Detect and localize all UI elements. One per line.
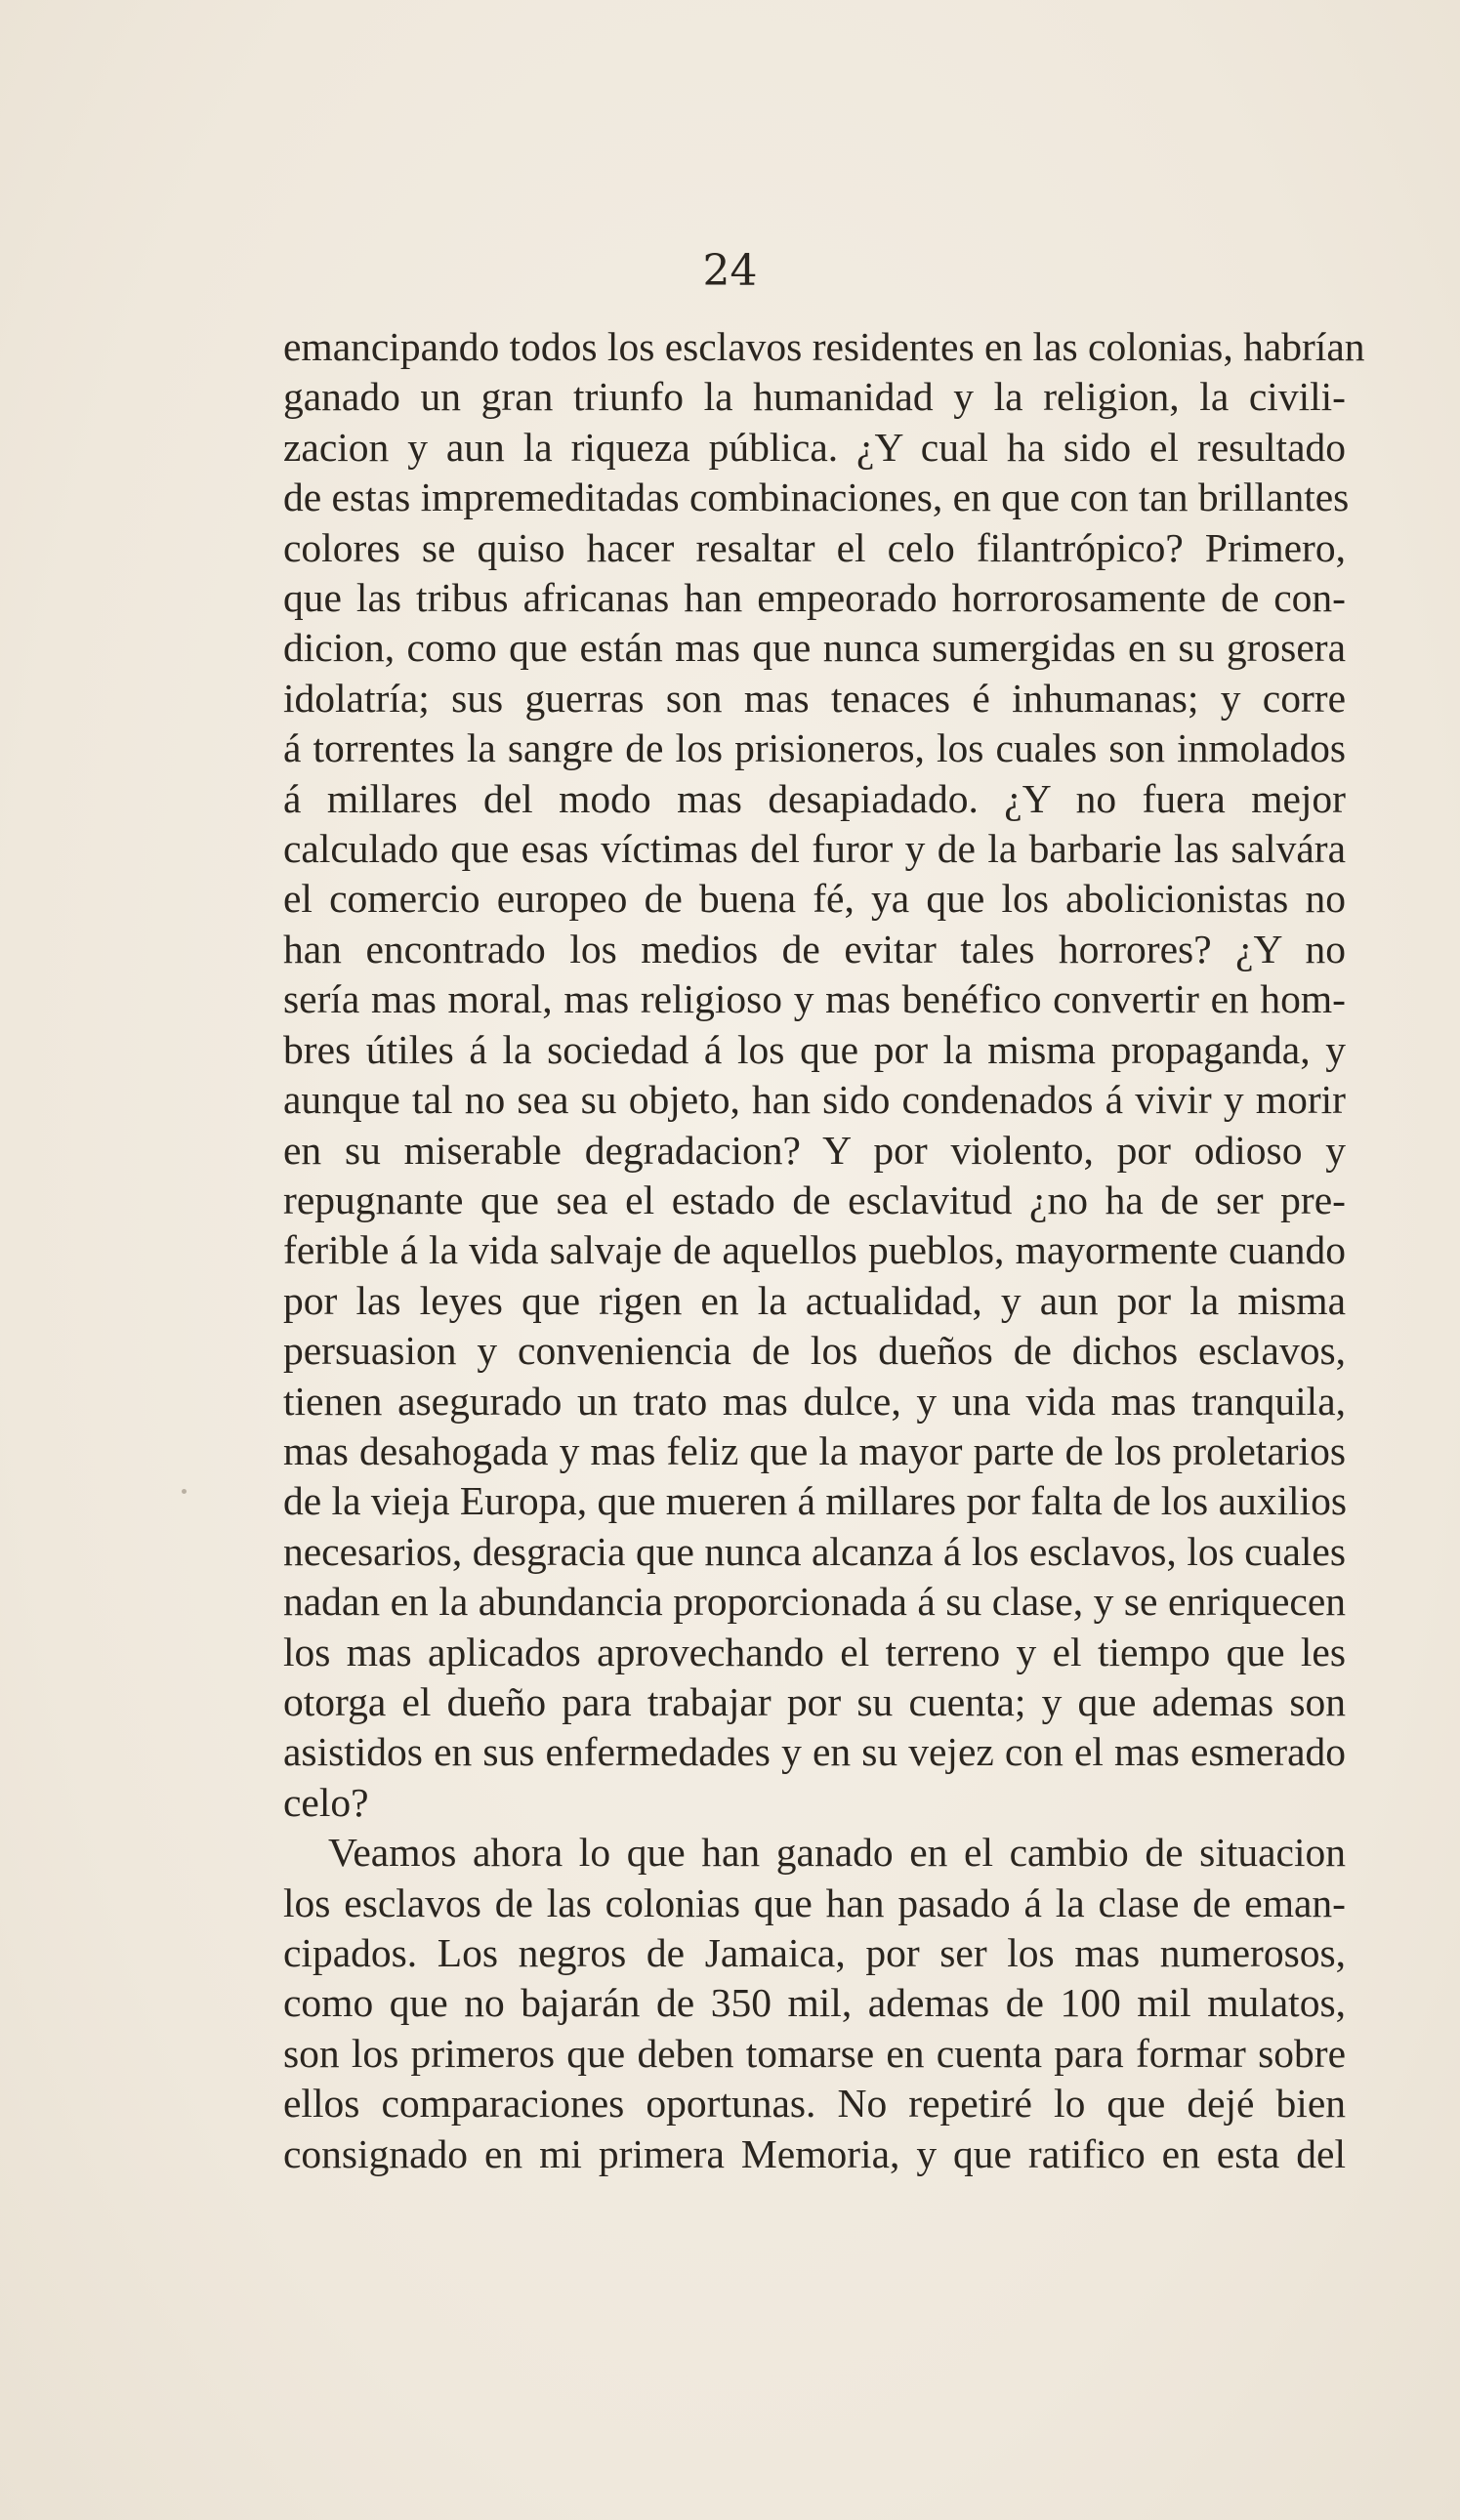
text-line: los esclavos de las colonias que han pasado á la clase de eman- — [283, 1880, 1346, 1925]
text-line: bres útiles á la sociedad á los que por la misma propaganda, y — [283, 1026, 1346, 1072]
text-line: calculado que esas víctimas del furor y de la barbarie las salvára — [283, 826, 1346, 872]
text-line: Veamos ahora lo que han ganado en el cambio de situacion — [328, 1830, 1346, 1876]
text-line: mas desahogada y mas feliz que la mayor parte de los proletarios — [283, 1427, 1346, 1473]
text-line: por las leyes que rigen en la actualidad, y aun por la misma — [283, 1277, 1346, 1323]
text-line: zacion y aun la riqueza pública. ¿Y cual ha sido el resultado — [283, 424, 1346, 470]
text-line: emancipando todos los esclavos residentes en las colonias, habrían — [283, 324, 1365, 369]
text-line: cipados. Los negros de Jamaica, por ser los mas numerosos, — [283, 1930, 1346, 1975]
text-line: persuasion y conveniencia de los dueños de dichos esclavos, — [283, 1328, 1346, 1374]
text-line: aunque tal no sea su objeto, han sido condenados á vivir y morir — [283, 1077, 1346, 1123]
page-number: 24 — [702, 246, 758, 296]
text-line: han encontrado los medios de evitar tales horrores? ¿Y no — [283, 926, 1346, 971]
text-line: idolatría; sus guerras son mas tenaces é inhumanas; y corre — [283, 675, 1346, 721]
text-line: los mas aplicados aprovechando el terreno y el tiempo que les — [283, 1629, 1346, 1674]
text-line: que las tribus africanas han empeorado horrorosamente de con- — [283, 575, 1346, 621]
text-line: de la vieja Europa, que mueren á millares por falta de los auxilios — [283, 1478, 1347, 1524]
text-line: asistidos en sus enfermedades y en su vejez con el mas esmerado — [283, 1729, 1346, 1775]
text-line: el comercio europeo de buena fé, ya que los abolicionistas no — [283, 876, 1346, 922]
text-line: colores se quiso hacer resaltar el celo filantrópico? Primero, — [283, 524, 1346, 570]
text-line: son los primeros que deben tomarse en cuenta para formar sobre — [283, 2030, 1346, 2076]
paper-speck — [182, 1489, 187, 1494]
text-line: dicion, como que están mas que nunca sumergidas en su grosera — [283, 625, 1346, 671]
text-line: sería mas moral, mas religioso y mas benéfico convertir en hom- — [283, 976, 1346, 1022]
text-line: ganado un gran triunfo la humanidad y la religion, la civili- — [283, 374, 1346, 420]
text-line: á millares del modo mas desapiadado. ¿Y no fuera mejor — [283, 775, 1346, 821]
text-line: consignado en mi primera Memoria, y que ratifico en esta del — [283, 2130, 1346, 2176]
text-line: á torrentes la sangre de los prisioneros, los cuales son inmolados — [283, 725, 1346, 771]
text-line: celo? — [283, 1779, 369, 1825]
text-line: otorga el dueño para trabajar por su cuenta; y que ademas son — [283, 1678, 1346, 1724]
text-line: en su miserable degradacion? Y por violento, por odioso y — [283, 1127, 1346, 1173]
text-line: ellos comparaciones oportunas. No repetiré lo que dejé bien — [283, 2081, 1346, 2127]
text-line: necesarios, desgracia que nunca alcanza á los esclavos, los cuales — [283, 1528, 1346, 1574]
text-line: como que no bajarán de 350 mil, ademas de 100 mil mulatos, — [283, 1980, 1346, 2026]
text-line: ferible á la vida salvaje de aquellos pueblos, mayormente cuando — [283, 1227, 1346, 1273]
body-text — [283, 322, 1365, 2179]
text-line: repugnante que sea el estado de esclavitud ¿no ha de ser pre- — [283, 1177, 1346, 1222]
text-line: de estas impremeditadas combinaciones, en que con tan brillantes — [283, 475, 1350, 520]
text-line: nadan en la abundancia proporcionada á su clase, y se enriquecen — [283, 1579, 1346, 1625]
text-line: tienen asegurado un trato mas dulce, y una vida mas tranquila, — [283, 1378, 1346, 1424]
